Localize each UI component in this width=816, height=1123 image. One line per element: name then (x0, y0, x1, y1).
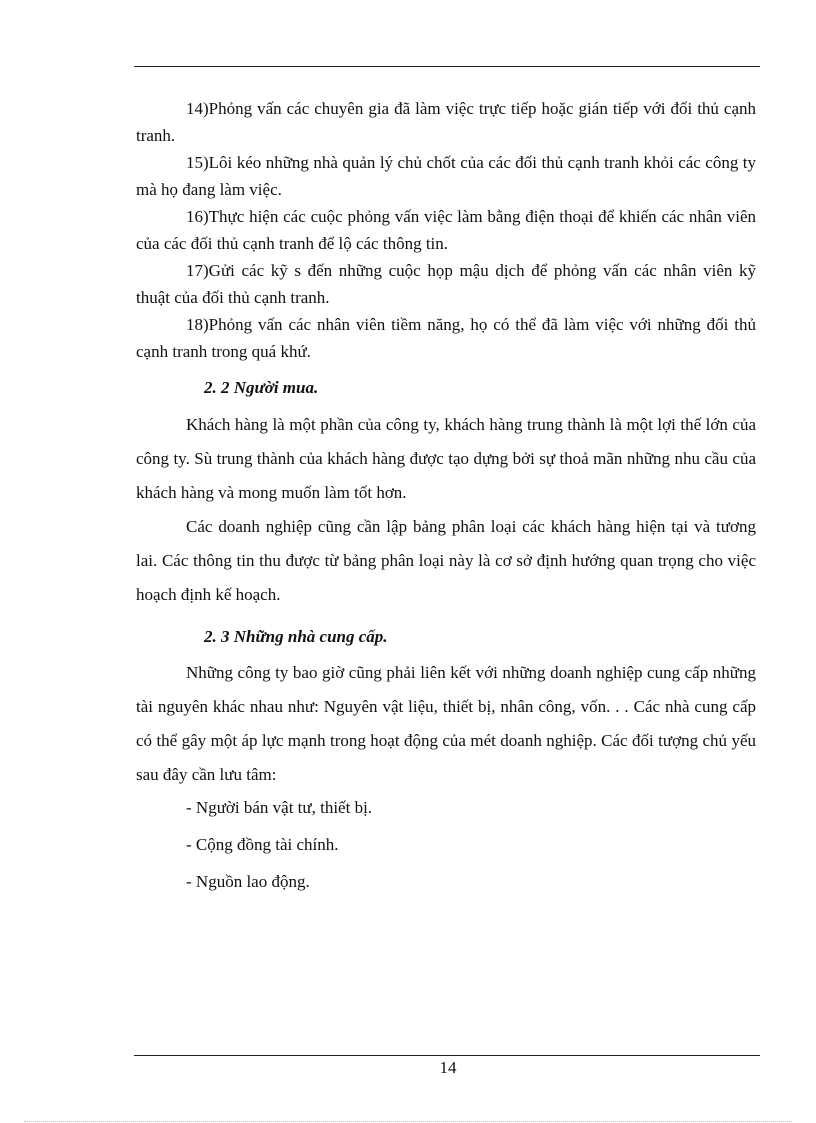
list-item: 15)Lôi kéo những nhà quản lý chủ chốt của các đối thủ cạnh tranh khỏi các công ty mà họ đang làm việc. (136, 153, 756, 199)
page-number: 14 (439, 1058, 457, 1077)
header-rule (134, 66, 760, 67)
list-item: 14)Phỏng vấn các chuyên gia đã làm việc trực tiếp hoặc gián tiếp với đối thủ cạnh tranh. (136, 99, 756, 145)
buyer-paragraph-1: Khách hàng là một phần của công ty, khách hàng trung thành là một lợi thế lớn của công ty. Sù trung thành của khách hàng được tạo dựng bởi sự thoả mãn những nhu cầu của khách hàng và mong muốn làm tốt hơn. (136, 415, 756, 502)
supplier-list-item: - Cộng đồng tài chính. (186, 835, 339, 854)
list-item: 16)Thực hiện các cuộc phỏng vấn việc làm bằng điện thoại để khiến các nhân viên của các đối thủ cạnh tranh để lộ các thông tin. (136, 207, 756, 253)
suppliers-paragraph: Những công ty bao giờ cũng phải liên kết với những doanh nghiệp cung cấp những tài nguyên khác nhau như: Nguyên vật liệu, thiết bị, nhân công, vốn. . . Các nhà cung cấp có thể gây một áp lực mạnh trong hoạt động của mét doanh nghiệp. Các đối tượng chủ yếu sau đây cần lưu tâm: (136, 663, 756, 784)
list-item: 18)Phỏng vấn các nhân viên tiềm năng, họ có thể đã làm việc với những đối thủ cạnh tranh trong quá khứ. (136, 315, 756, 361)
buyer-paragraph-2: Các doanh nghiệp cũng cần lập bảng phân loại các khách hàng hiện tại và tương lai. Các thông tin thu được từ bảng phân loại này là cơ sở định hướng quan trọng cho việc hoạch định kế hoạch. (136, 517, 756, 604)
espionage-list (136, 96, 756, 366)
footer-rule (134, 1055, 760, 1056)
supplier-list-item: - Người bán vật tư, thiết bị. (186, 798, 373, 817)
supplier-list (186, 789, 372, 900)
page-edge-dots (24, 1121, 792, 1122)
supplier-list-item: - Nguồn lao động. (186, 872, 310, 891)
section-heading-buyer: 2. 2 Người mua. (204, 378, 319, 397)
section-heading-suppliers: 2. 3 Những nhà cung cấp. (204, 627, 388, 646)
list-item: 17)Gửi các kỹ s đến những cuộc họp mậu dịch để phỏng vấn các nhân viên kỹ thuật của đối thủ cạnh tranh. (136, 261, 756, 307)
